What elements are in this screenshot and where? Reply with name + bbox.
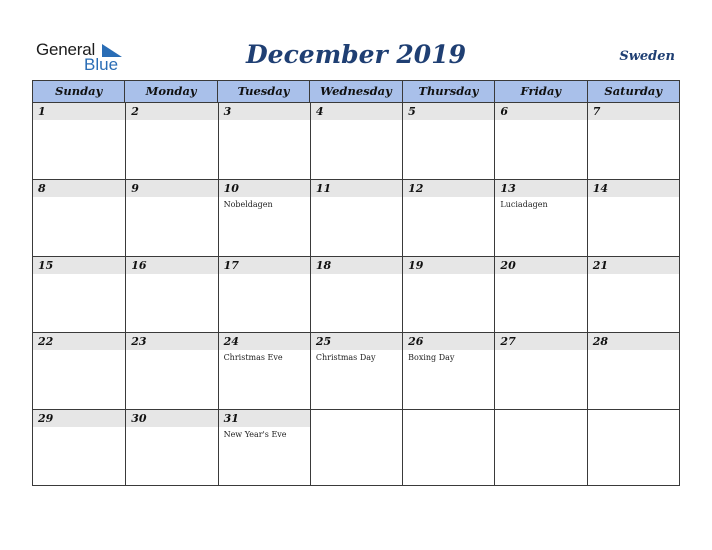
day-cell xyxy=(494,409,586,485)
day-number: 14 xyxy=(592,182,609,196)
day-cell xyxy=(218,332,310,408)
logo-text-blue: Blue xyxy=(84,55,119,74)
day-cell xyxy=(402,103,494,179)
day-number: 10 xyxy=(223,182,239,196)
day-header-bar xyxy=(33,180,125,197)
day-cell xyxy=(587,409,679,485)
holiday-label: Boxing Day xyxy=(408,353,455,363)
day-cell xyxy=(125,332,217,408)
day-cell xyxy=(402,409,494,485)
weekday-saturday: Saturday xyxy=(587,81,679,102)
day-number: 11 xyxy=(315,182,332,196)
day-number: 27 xyxy=(500,335,516,349)
day-number: 13 xyxy=(500,182,516,196)
day-header-bar xyxy=(588,103,679,120)
day-cell xyxy=(33,256,125,332)
day-cell xyxy=(310,409,402,485)
day-cell xyxy=(310,332,402,408)
day-number: 15 xyxy=(38,258,54,272)
day-cell xyxy=(125,179,217,255)
day-number: 1 xyxy=(38,105,46,118)
calendar-title: December 2019 xyxy=(245,40,466,69)
day-cell xyxy=(587,256,679,332)
day-number: 19 xyxy=(408,258,424,272)
weekday-tuesday: Tuesday xyxy=(217,81,309,102)
day-header-bar xyxy=(33,103,125,120)
weekday-friday: Friday xyxy=(494,81,586,102)
day-number: 26 xyxy=(408,335,424,349)
day-header-bar xyxy=(311,103,402,120)
day-number: 29 xyxy=(38,411,54,425)
day-cell xyxy=(125,256,217,332)
day-number: 18 xyxy=(315,258,332,272)
day-cell xyxy=(494,103,586,179)
day-cell xyxy=(494,256,586,332)
day-number: 25 xyxy=(315,335,332,349)
day-cells xyxy=(33,103,679,485)
weekday-monday: Monday xyxy=(124,81,216,102)
day-cell xyxy=(218,103,310,179)
day-cell xyxy=(218,179,310,255)
holiday-label: New Year's Eve xyxy=(223,429,287,439)
weekday-header xyxy=(33,81,679,103)
day-number: 28 xyxy=(592,335,609,349)
day-number: 2 xyxy=(131,105,139,118)
day-number: 9 xyxy=(131,182,139,196)
day-number: 4 xyxy=(315,105,324,118)
day-cell xyxy=(402,179,494,255)
day-number: 12 xyxy=(408,182,424,196)
day-cell xyxy=(125,409,217,485)
day-number: 7 xyxy=(592,105,601,118)
day-cell xyxy=(33,332,125,408)
holiday-label: Nobeldagen xyxy=(223,200,273,210)
day-number: 31 xyxy=(223,411,239,425)
day-number: 21 xyxy=(592,258,609,272)
day-number: 20 xyxy=(500,258,516,272)
day-cell xyxy=(402,256,494,332)
day-number: 6 xyxy=(500,105,509,118)
day-number: 17 xyxy=(223,258,239,272)
day-number: 22 xyxy=(38,335,54,349)
day-number: 3 xyxy=(223,105,232,118)
day-cell xyxy=(402,332,494,408)
day-cell xyxy=(310,103,402,179)
day-number: 30 xyxy=(131,411,147,425)
holiday-label: Christmas Day xyxy=(315,353,376,363)
day-header-bar xyxy=(126,180,217,197)
day-number: 23 xyxy=(131,335,147,349)
day-cell xyxy=(494,179,586,255)
day-cell xyxy=(125,103,217,179)
day-cell xyxy=(587,179,679,255)
day-cell xyxy=(310,256,402,332)
day-number: 8 xyxy=(38,182,46,196)
day-number: 16 xyxy=(131,258,147,272)
day-cell xyxy=(33,103,125,179)
day-header-bar xyxy=(403,103,494,120)
day-number: 5 xyxy=(408,105,416,118)
day-cell xyxy=(587,332,679,408)
logo-text-general: General xyxy=(36,40,96,59)
day-cell xyxy=(310,179,402,255)
weekday-sunday: Sunday xyxy=(55,84,103,98)
calendar-grid xyxy=(32,80,680,486)
day-number: 24 xyxy=(223,335,239,349)
day-cell xyxy=(587,103,679,179)
day-cell xyxy=(218,256,310,332)
weekday-thursday: Thursday xyxy=(402,81,494,102)
weekday-wednesday: Wednesday xyxy=(309,81,401,102)
day-cell xyxy=(33,179,125,255)
day-cell xyxy=(218,409,310,485)
day-cell xyxy=(494,332,586,408)
day-header-bar xyxy=(219,103,310,120)
day-header-bar xyxy=(495,103,586,120)
country-label: Sweden xyxy=(619,49,675,64)
holiday-label: Luciadagen xyxy=(500,200,548,210)
day-cell xyxy=(33,409,125,485)
day-header-bar xyxy=(126,103,217,120)
holiday-label: Christmas Eve xyxy=(223,353,283,363)
